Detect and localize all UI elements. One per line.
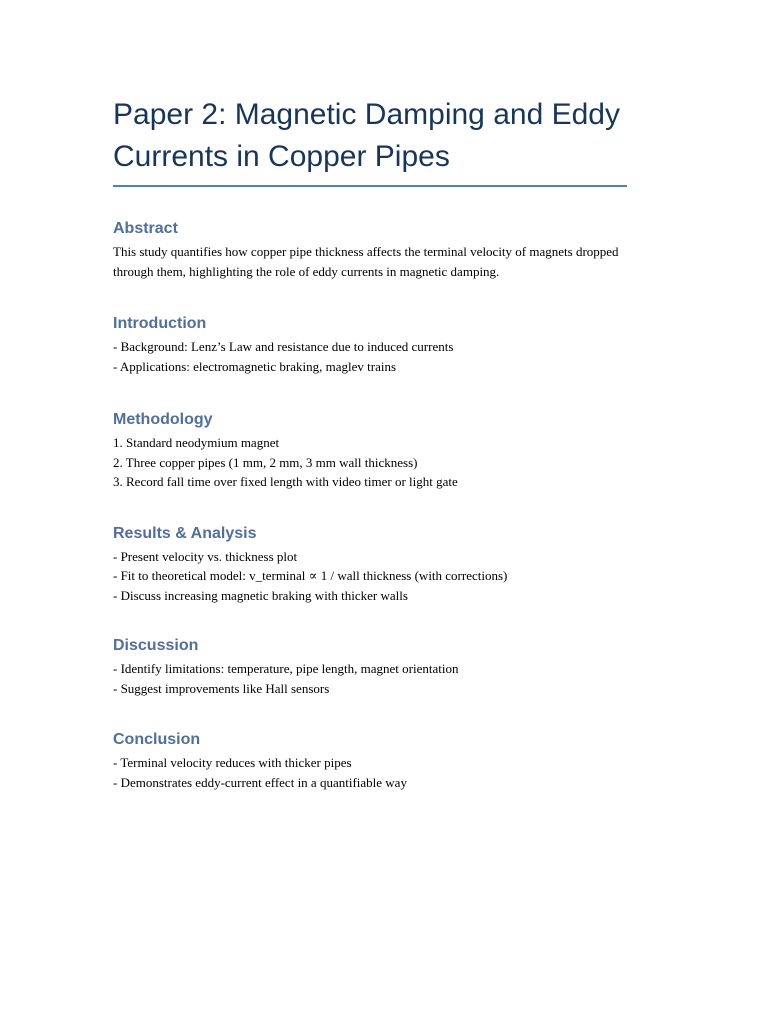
page-title: Paper 2: Magnetic Damping and Eddy Currents in Copper Pipes — [113, 98, 620, 173]
section-heading-abstract: Abstract — [113, 220, 178, 237]
section-conclusion — [113, 730, 628, 792]
section-heading-results: Results & Analysis — [113, 524, 257, 542]
section-discussion — [113, 636, 628, 698]
list-item: - Fit to theoretical model: v_terminal ∝ 1 / wall thickness (with corrections) — [113, 568, 508, 583]
title-divider — [113, 185, 627, 187]
list-item: - Discuss increasing magnetic braking with thicker walls — [113, 587, 408, 603]
list-item: 3. Record fall time over fixed length with video timer or light gate — [113, 474, 458, 489]
abstract-text: This study quantifies how copper pipe thickness affects the terminal velocity of magnets dropped through them, highlighting the role of eddy currents in magnetic damping. — [113, 244, 619, 279]
section-methodology — [113, 410, 628, 492]
list-item: - Background: Lenz’s Law and resistance due to induced currents — [113, 339, 454, 354]
section-heading-introduction: Introduction — [113, 315, 207, 332]
list-item: 1. Standard neodymium magnet — [113, 435, 280, 450]
section-heading-conclusion: Conclusion — [113, 731, 201, 748]
list-item: - Demonstrates eddy-current effect in a quantifiable way — [113, 774, 407, 790]
list-item: - Suggest improvements like Hall sensors — [113, 680, 330, 696]
document-page — [113, 0, 628, 792]
section-heading-methodology: Methodology — [113, 411, 213, 428]
list-item: - Present velocity vs. thickness plot — [113, 548, 298, 564]
list-item: - Applications: electromagnetic braking, maglev trains — [113, 358, 397, 374]
list-item: 2. Three copper pipes (1 mm, 2 mm, 3 mm wall thickness) — [113, 454, 418, 470]
list-item: - Terminal velocity reduces with thicker pipes — [113, 755, 352, 770]
section-heading-discussion: Discussion — [113, 637, 199, 654]
list-item: - Identify limitations: temperature, pipe length, magnet orientation — [113, 661, 459, 676]
section-abstract — [113, 219, 628, 281]
section-introduction — [113, 314, 628, 376]
section-results — [113, 524, 628, 606]
